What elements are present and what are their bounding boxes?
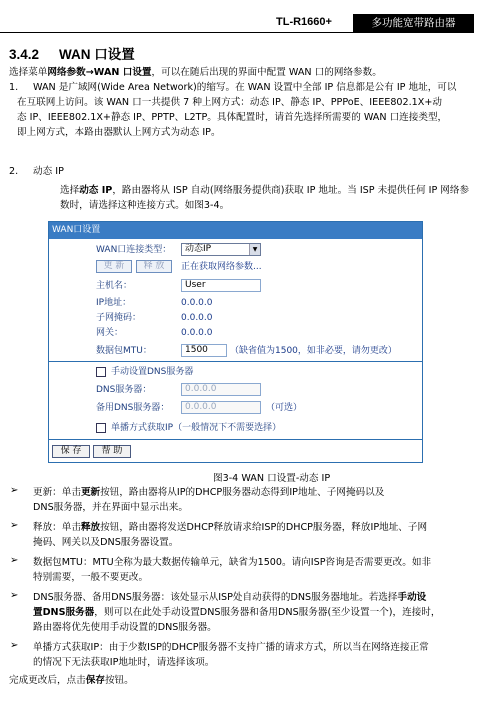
section-number: 3.4.2	[9, 47, 40, 62]
renew-release-row	[49, 259, 422, 275]
intro-post: ，可以在随后出现的界面中配置 WAN 口的网络参数。	[151, 67, 382, 78]
conn-type-row	[49, 242, 422, 258]
bullet2-bold: 释放	[80, 522, 101, 533]
gateway-value: 0.0.0.0	[181, 328, 213, 338]
panel-title: WAN口设置	[49, 222, 422, 239]
bullet1-pre: 更新：单击	[33, 487, 81, 498]
bullet3-line-1: 数据包MTU：MTU全称为最大数据传输单元，缺省为1500。请向ISP咨询是否需要更改。如非	[33, 557, 432, 568]
dns-row	[49, 382, 422, 398]
mask-value: 0.0.0.0	[181, 313, 213, 323]
ip-value: 0.0.0.0	[181, 298, 213, 308]
dns2-label: 备用DNS服务器：	[96, 403, 170, 413]
bullet5-line-1: 单播方式获取IP：由于少数ISP的DHCP服务器不支持广播的请求方式，所以当在网络连接正常	[33, 642, 429, 653]
bullet-icon: ➢	[10, 590, 19, 601]
action-row	[49, 444, 422, 460]
unicast-label: 单播方式获取IP（一般情况下不需要选择）	[111, 423, 282, 433]
bullet5-line-2: 的情况下无法获取IP地址时，请选择该项。	[33, 657, 215, 668]
intro-paragraph	[9, 65, 382, 80]
unicast-checkbox[interactable]	[96, 423, 106, 433]
point2-heading: 动态 IP	[33, 166, 64, 177]
manual-dns-row	[49, 364, 422, 380]
bullet4-line-1	[33, 590, 426, 605]
save-button[interactable]: 保 存	[52, 445, 90, 458]
bullet2-line-1	[33, 520, 427, 535]
bullet4-line2-text: ，则可以在此处手动设置DNS服务器和备用DNS服务器(至少设置一个)，连接时，	[94, 607, 441, 618]
manual-dns-checkbox[interactable]	[96, 367, 106, 377]
page-header	[0, 14, 492, 32]
mask-row	[49, 310, 422, 326]
intro-menu-path: 网络参数→WAN 口设置	[47, 67, 152, 78]
section-title	[9, 43, 135, 63]
bullet2-pre: 释放：单击	[33, 522, 81, 533]
host-label: 主机名：	[96, 281, 133, 291]
conn-type-label: WAN口连接类型：	[96, 245, 172, 255]
divider	[49, 361, 422, 362]
renew-button[interactable]: 更 新	[96, 260, 132, 273]
product-name: 多功能宽带路由器	[353, 14, 474, 32]
bullet1-post: 按钮，路由器将从IP的DHCP服务器动态得到IP地址、子网掩码以及	[100, 487, 385, 498]
gateway-row	[49, 325, 422, 341]
gateway-label: 网关：	[96, 328, 124, 338]
bullet1-line-2: DNS服务器，并在界面中显示出来。	[33, 502, 188, 513]
conn-type-value: 动态IP	[185, 244, 212, 254]
point1-line-2: 在互联网上访问。该 WAN 口一共提供 7 种上网方式：动态 IP、静态 IP、PPPoE、IEEE802.1X+动	[17, 97, 442, 108]
bullet2-line-2: 掩码、网关以及DNS服务器设置。	[33, 537, 179, 548]
model-name: TL-R1660+	[276, 16, 332, 28]
mtu-label: 数据包MTU：	[96, 346, 152, 356]
release-button[interactable]: 释 放	[136, 260, 172, 273]
manual-dns-label: 手动设置DNS服务器	[111, 367, 194, 377]
section-heading: WAN 口设置	[59, 47, 135, 62]
divider	[49, 439, 422, 440]
dns-label: DNS服务器：	[96, 385, 152, 395]
bullet-icon: ➢	[10, 640, 19, 651]
bullet1-bold: 更新	[80, 487, 101, 498]
bullet4-bold-2: 置DNS服务器	[33, 607, 95, 618]
ip-row	[49, 295, 422, 311]
point1-line-4: 即上网方式，本路由器默认上网方式为动态 IP。	[17, 127, 221, 138]
chevron-down-icon[interactable]: ▼	[249, 244, 260, 255]
mtu-row	[49, 343, 422, 359]
dns2-input[interactable]: 0.0.0.0	[181, 401, 261, 414]
mtu-input[interactable]: 1500	[181, 344, 227, 357]
closing-bold: 保存	[85, 675, 105, 686]
bullet4-line-3: 路由器将优先使用手动设置的DNS服务器。	[33, 622, 217, 633]
bullet2-post: 按钮，路由器将发送DHCP释放请求给ISP的DHCP服务器，释放IP地址、子网	[100, 522, 428, 533]
dns2-row	[49, 400, 422, 416]
point2-pre: 选择	[60, 185, 80, 196]
bullet3-line-2: 特别需要，一般不要更改。	[33, 572, 149, 583]
point1-number: 1.	[9, 82, 19, 93]
bullet4-pre: DNS服务器、备用DNS服务器：该处显示从ISP处自动获得的DNS服务器地址。若选择	[33, 592, 398, 603]
closing-pre: 完成更改后，点击	[9, 675, 86, 686]
dns-input[interactable]: 0.0.0.0	[181, 383, 261, 396]
host-row	[49, 278, 422, 294]
mask-label: 子网掩码：	[96, 313, 142, 323]
closing-line	[9, 673, 134, 688]
figure-caption: 图3-4 WAN 口设置-动态 IP	[213, 473, 331, 484]
point2-number: 2.	[9, 166, 19, 177]
bullet-icon: ➢	[10, 485, 19, 496]
bullet1-line-1	[33, 485, 384, 500]
point2-line-2: 数时，请选择这种连接方式。如图3-4。	[60, 200, 230, 211]
ip-label: IP地址：	[96, 298, 132, 308]
point1-line-1: WAN 是广域网(Wide Area Network)的缩写。在 WAN 设置中全部 IP 信息都是公有 IP 地址，可以	[33, 82, 457, 93]
bullet-icon: ➢	[10, 555, 19, 566]
mtu-note: （缺省值为1500，如非必要，请勿更改）	[230, 346, 397, 356]
point2-line-1	[60, 183, 469, 198]
unicast-row	[49, 420, 422, 436]
point2-bold: 动态 IP	[79, 185, 113, 196]
host-input[interactable]: User	[181, 279, 261, 292]
closing-post: 按钮。	[104, 675, 134, 686]
bullet4-line-2	[33, 605, 440, 620]
bullet-icon: ➢	[10, 520, 19, 531]
point1-line-3: 态 IP、IEEE802.1X+静态 IP、PPTP、L2TP。具体配置时，请首先选择所需要的 WAN 口连接类型，	[17, 112, 448, 123]
help-button[interactable]: 帮 助	[93, 445, 131, 458]
status-text: 正在获取网络参数...	[181, 262, 262, 272]
bullet4-bold: 手动设	[397, 592, 427, 603]
intro-pre: 选择菜单	[9, 67, 48, 78]
dns2-note: （可选）	[266, 403, 303, 413]
conn-type-select[interactable]	[181, 243, 261, 256]
header-rule	[0, 32, 474, 33]
point2-post: ，路由器将从 ISP 自动(网络服务提供商)获取 IP 地址。当 ISP 未提供任何 IP 网络参	[112, 185, 470, 196]
wan-settings-panel	[48, 221, 423, 463]
